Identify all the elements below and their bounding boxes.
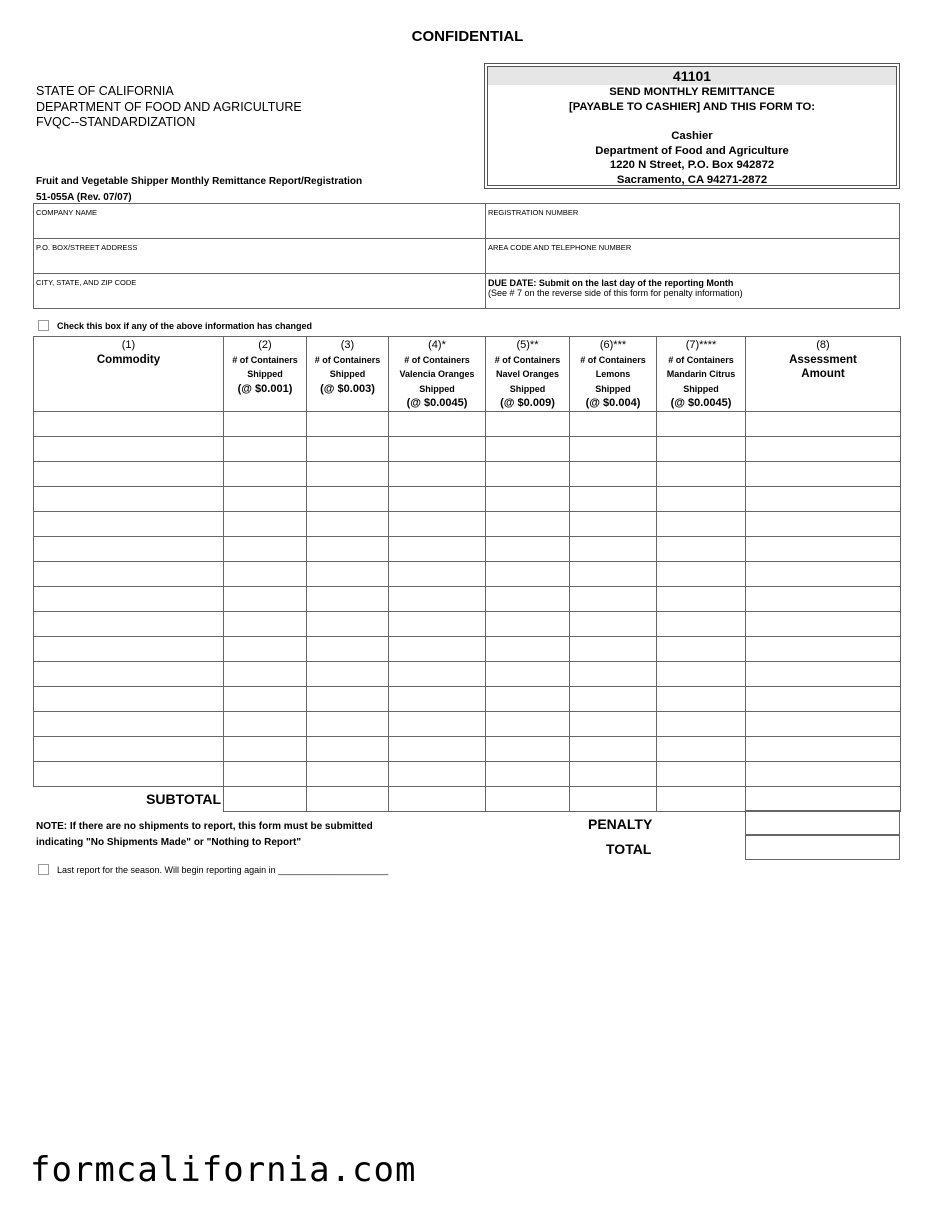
entry-cell[interactable]	[389, 586, 486, 611]
entry-cell[interactable]	[34, 611, 224, 636]
entry-cell[interactable]	[389, 661, 486, 686]
entry-cell[interactable]	[570, 586, 657, 611]
subtotal-cell[interactable]	[307, 786, 389, 811]
due-date-note: (See # 7 on the reverse side of this form for penalty information)	[488, 288, 743, 298]
column-subtitle: Lemons	[595, 369, 631, 379]
entry-cell[interactable]	[224, 536, 307, 561]
column-header-commodity	[34, 337, 224, 412]
remit-line1: SEND MONTHLY REMITTANCE	[609, 86, 775, 98]
entry-cell[interactable]	[307, 736, 389, 761]
column-header-mandarin-citrus	[657, 337, 746, 412]
entry-cell[interactable]	[224, 686, 307, 711]
column-number: (4)*	[428, 339, 446, 351]
entry-cell[interactable]	[486, 461, 570, 486]
entry-cell[interactable]	[34, 636, 224, 661]
entry-cell[interactable]	[486, 636, 570, 661]
penalty-label: PENALTY	[588, 816, 653, 832]
table-row	[34, 536, 901, 561]
subtotal-cell[interactable]	[657, 786, 746, 811]
entry-cell[interactable]	[746, 661, 901, 686]
column-title: Commodity	[96, 353, 161, 366]
agency-department: DEPARTMENT OF FOOD AND AGRICULTURE	[36, 99, 302, 114]
entry-cell[interactable]	[486, 411, 570, 436]
shipment-rows	[34, 411, 901, 811]
telephone-field[interactable]	[486, 239, 900, 274]
subtotal-cell[interactable]	[570, 786, 657, 811]
subtotal-row	[34, 786, 901, 811]
entry-cell[interactable]	[389, 536, 486, 561]
column-header-navel-oranges	[486, 337, 570, 412]
agency-block	[36, 84, 302, 131]
agency-state: STATE OF CALIFORNIA	[36, 84, 174, 98]
entry-cell[interactable]	[34, 711, 224, 736]
entry-cell[interactable]	[657, 736, 746, 761]
entry-cell[interactable]	[307, 486, 389, 511]
entry-cell[interactable]	[224, 711, 307, 736]
last-report-row	[38, 864, 388, 875]
entry-cell[interactable]	[307, 511, 389, 536]
due-date-title: DUE DATE: Submit on the last day of the reporting Month	[488, 278, 734, 288]
registration-number-label: REGISTRATION NUMBER	[488, 208, 579, 217]
entry-cell[interactable]	[746, 586, 901, 611]
table-row	[34, 461, 901, 486]
agency-division: FVQC--STANDARDIZATION	[36, 115, 196, 129]
subtotal-cell[interactable]	[486, 786, 570, 811]
remittance-box	[484, 63, 900, 189]
entry-cell[interactable]	[307, 436, 389, 461]
table-row	[34, 436, 901, 461]
company-name-field[interactable]	[34, 204, 486, 239]
info-changed-checkbox[interactable]	[38, 320, 49, 331]
entry-cell[interactable]	[389, 636, 486, 661]
entry-cell[interactable]	[224, 486, 307, 511]
entry-cell[interactable]	[486, 486, 570, 511]
entry-cell[interactable]	[570, 636, 657, 661]
column-header-lemons	[570, 337, 657, 412]
column-subtitle: Shipped	[329, 369, 366, 379]
table-row	[34, 661, 901, 686]
entry-cell[interactable]	[389, 561, 486, 586]
table-row	[34, 686, 901, 711]
entry-cell[interactable]	[486, 711, 570, 736]
entry-cell[interactable]	[34, 686, 224, 711]
column-subtitle: Valencia Oranges	[399, 369, 475, 379]
entry-cell[interactable]	[657, 611, 746, 636]
column-title: Assessment	[789, 353, 857, 366]
last-report-checkbox[interactable]	[38, 864, 49, 875]
entry-cell[interactable]	[657, 561, 746, 586]
table-row	[34, 611, 901, 636]
entry-cell[interactable]	[34, 561, 224, 586]
entry-cell[interactable]	[486, 736, 570, 761]
entry-cell[interactable]	[746, 411, 901, 436]
entry-cell[interactable]	[570, 511, 657, 536]
no-shipments-note	[36, 819, 373, 851]
entry-cell[interactable]	[746, 711, 901, 736]
entry-cell[interactable]	[657, 511, 746, 536]
street-address-field[interactable]	[34, 239, 486, 274]
entry-cell[interactable]	[657, 686, 746, 711]
entry-cell[interactable]	[34, 586, 224, 611]
entry-cell[interactable]	[746, 611, 901, 636]
column-title: # of Containers	[494, 354, 561, 365]
entry-cell[interactable]	[224, 586, 307, 611]
entry-cell[interactable]	[570, 461, 657, 486]
column-rate: (@ $0.0045)	[406, 397, 468, 409]
column-subtitle: Mandarin Citrus	[666, 369, 736, 379]
entry-cell[interactable]	[34, 436, 224, 461]
entry-cell[interactable]	[34, 661, 224, 686]
entry-cell[interactable]	[746, 761, 901, 786]
column-title: # of Containers	[404, 354, 470, 365]
entry-cell[interactable]	[307, 711, 389, 736]
entry-cell[interactable]	[34, 411, 224, 436]
column-header-containers	[224, 337, 307, 412]
entry-cell[interactable]	[570, 711, 657, 736]
entry-cell[interactable]	[307, 661, 389, 686]
note-line-2: indicating "No Shipments Made" or "Nothing to Report"	[36, 837, 302, 848]
form-title-block	[36, 174, 362, 205]
table-row	[34, 511, 901, 536]
entry-cell[interactable]	[389, 511, 486, 536]
entry-cell[interactable]	[307, 636, 389, 661]
entry-cell[interactable]	[224, 561, 307, 586]
company-name-label: COMPANY NAME	[36, 208, 97, 217]
entry-cell[interactable]	[224, 511, 307, 536]
column-number: (8)	[816, 339, 830, 351]
entry-cell[interactable]	[389, 486, 486, 511]
subtotal-label: SUBTOTAL	[146, 790, 221, 807]
city-state-zip-field[interactable]	[34, 274, 486, 309]
entry-cell[interactable]	[746, 686, 901, 711]
entry-cell[interactable]	[307, 686, 389, 711]
remit-street: 1220 N Street, P.O. Box 942872	[609, 159, 775, 172]
confidential-title: CONFIDENTIAL	[411, 28, 524, 45]
entry-cell[interactable]	[486, 661, 570, 686]
entry-cell[interactable]	[570, 436, 657, 461]
entry-cell[interactable]	[224, 636, 307, 661]
column-number: (6)***	[599, 339, 627, 351]
remittance-code: 41101	[488, 67, 896, 85]
column-subtitle: Shipped	[683, 383, 719, 394]
table-row	[34, 486, 901, 511]
column-header-assessment-amount	[746, 337, 901, 412]
info-changed-row	[38, 320, 312, 331]
entry-cell[interactable]	[657, 761, 746, 786]
column-title: # of Containers	[314, 354, 381, 365]
column-number: (7)****	[685, 339, 717, 351]
entry-cell[interactable]	[389, 761, 486, 786]
entry-cell[interactable]	[570, 761, 657, 786]
column-title: # of Containers	[668, 354, 734, 365]
entry-cell[interactable]	[746, 636, 901, 661]
column-subtitle: Shipped	[419, 383, 455, 394]
remit-department: Department of Food and Agriculture	[595, 144, 789, 157]
entry-cell[interactable]	[389, 711, 486, 736]
entry-cell[interactable]	[746, 461, 901, 486]
entry-cell[interactable]	[657, 436, 746, 461]
entry-cell[interactable]	[570, 536, 657, 561]
entry-cell[interactable]	[657, 661, 746, 686]
entry-cell[interactable]	[570, 561, 657, 586]
subtotal-cell[interactable]	[224, 786, 307, 811]
entry-cell[interactable]	[34, 761, 224, 786]
entry-cell[interactable]	[389, 611, 486, 636]
entry-cell[interactable]	[34, 461, 224, 486]
entry-cell[interactable]	[224, 736, 307, 761]
entry-cell[interactable]	[486, 761, 570, 786]
remit-city: Sacramento, CA 94271-2872	[616, 173, 768, 186]
entry-cell[interactable]	[746, 561, 901, 586]
form-title: Fruit and Vegetable Shipper Monthly Remittance Report/Registration	[36, 176, 363, 187]
table-row	[34, 736, 901, 761]
form-number: 51-055A (Rev. 07/07)	[36, 191, 132, 203]
entry-cell[interactable]	[486, 436, 570, 461]
subtotal-cell[interactable]	[389, 786, 486, 811]
entry-cell[interactable]	[389, 461, 486, 486]
info-changed-label: Check this box if any of the above information has changed	[57, 320, 313, 331]
table-row	[34, 411, 901, 436]
watermark: formcalifornia.com	[30, 1150, 417, 1190]
column-subtitle: Shipped	[247, 369, 283, 379]
column-subtitle: Navel Oranges	[495, 369, 560, 379]
entry-cell[interactable]	[307, 411, 389, 436]
entry-cell[interactable]	[307, 561, 389, 586]
entry-cell[interactable]	[570, 611, 657, 636]
entry-cell[interactable]	[570, 736, 657, 761]
entry-cell[interactable]	[486, 611, 570, 636]
entry-cell[interactable]	[746, 536, 901, 561]
column-number: (5)**	[516, 339, 539, 351]
table-row	[34, 586, 901, 611]
entry-cell[interactable]	[224, 436, 307, 461]
entry-cell[interactable]	[34, 511, 224, 536]
column-number: (2)	[258, 339, 272, 351]
entry-cell[interactable]	[224, 761, 307, 786]
shipment-table	[33, 336, 901, 812]
column-rate: (@ $0.0045)	[670, 397, 732, 409]
entry-cell[interactable]	[307, 536, 389, 561]
column-rate: (@ $0.004)	[585, 397, 641, 409]
entry-cell[interactable]	[307, 586, 389, 611]
entry-cell[interactable]	[307, 461, 389, 486]
column-header-containers	[307, 337, 389, 412]
entry-cell[interactable]	[389, 436, 486, 461]
entry-cell[interactable]	[307, 761, 389, 786]
column-subtitle: Shipped	[509, 383, 546, 394]
column-rate: (@ $0.003)	[320, 382, 375, 395]
registrant-info-table	[33, 203, 900, 309]
entry-cell[interactable]	[486, 511, 570, 536]
table-row	[34, 636, 901, 661]
entry-cell[interactable]	[307, 611, 389, 636]
column-rate: (@ $0.001)	[237, 382, 293, 395]
entry-cell[interactable]	[746, 486, 901, 511]
subtotal-cell[interactable]	[746, 786, 901, 811]
entry-cell[interactable]	[570, 686, 657, 711]
column-number: (3)	[340, 339, 355, 351]
note-line-1: NOTE: If there are no shipments to report, this form must be submitted	[36, 821, 373, 832]
column-title: # of Containers	[232, 354, 298, 365]
table-row	[34, 761, 901, 786]
city-state-zip-label: CITY, STATE, AND ZIP CODE	[36, 278, 137, 287]
entry-cell[interactable]	[486, 561, 570, 586]
column-subtitle: Shipped	[595, 383, 631, 394]
registration-number-field[interactable]	[486, 204, 900, 239]
telephone-label: AREA CODE AND TELEPHONE NUMBER	[488, 243, 632, 252]
entry-cell[interactable]	[224, 411, 307, 436]
entry-cell[interactable]	[657, 536, 746, 561]
remit-line2: [PAYABLE TO CASHIER] AND THIS FORM TO:	[568, 100, 816, 113]
entry-cell[interactable]	[486, 686, 570, 711]
entry-cell[interactable]	[486, 586, 570, 611]
entry-cell[interactable]	[657, 461, 746, 486]
entry-cell[interactable]	[224, 461, 307, 486]
entry-cell[interactable]	[746, 736, 901, 761]
column-title: # of Containers	[580, 354, 646, 365]
entry-cell[interactable]	[657, 486, 746, 511]
street-address-label: P.O. BOX/STREET ADDRESS	[36, 243, 138, 252]
entry-cell[interactable]	[34, 536, 224, 561]
remit-cashier: Cashier	[671, 130, 713, 143]
entry-cell[interactable]	[389, 736, 486, 761]
entry-cell[interactable]	[746, 436, 901, 461]
entry-cell[interactable]	[570, 486, 657, 511]
entry-cell[interactable]	[657, 586, 746, 611]
entry-cell[interactable]	[746, 511, 901, 536]
entry-cell[interactable]	[224, 611, 307, 636]
entry-cell[interactable]	[570, 661, 657, 686]
entry-cell[interactable]	[34, 736, 224, 761]
entry-cell[interactable]	[389, 686, 486, 711]
entry-cell[interactable]	[657, 636, 746, 661]
penalty-amount-field[interactable]	[745, 810, 900, 835]
column-subtitle: Amount	[801, 368, 845, 380]
entry-cell[interactable]	[34, 486, 224, 511]
entry-cell[interactable]	[389, 411, 486, 436]
entry-cell[interactable]	[486, 536, 570, 561]
column-number: (1)	[121, 339, 136, 351]
last-report-label: Last report for the season. Will begin reporting again in ______________________	[57, 864, 389, 875]
entry-cell[interactable]	[224, 661, 307, 686]
due-date-cell	[486, 274, 900, 309]
entry-cell[interactable]	[570, 411, 657, 436]
entry-cell[interactable]	[657, 711, 746, 736]
total-label: TOTAL	[606, 841, 652, 857]
table-row	[34, 711, 901, 736]
entry-cell[interactable]	[657, 411, 746, 436]
table-row	[34, 561, 901, 586]
total-amount-field[interactable]	[745, 835, 900, 860]
column-header-valencia-oranges	[389, 337, 486, 412]
column-rate: (@ $0.009)	[500, 397, 555, 409]
